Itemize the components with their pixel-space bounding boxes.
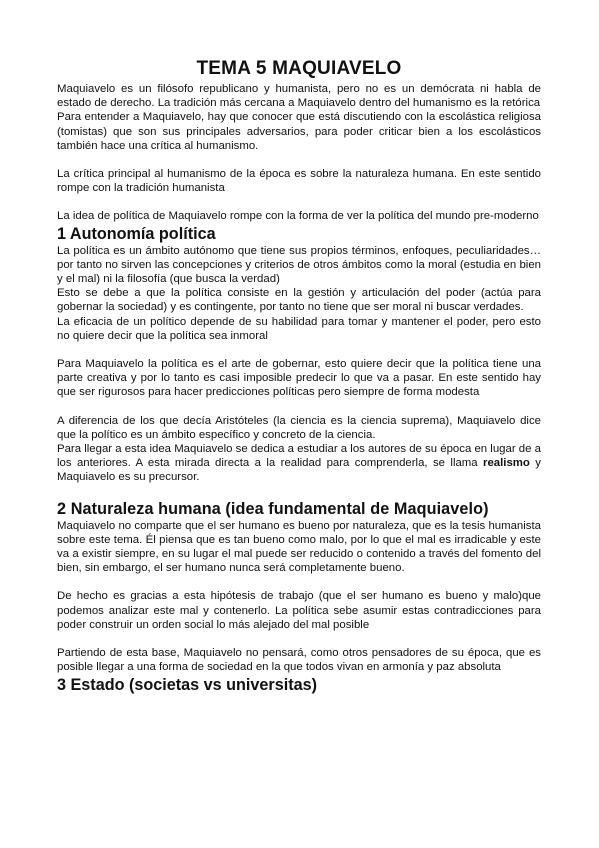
spacer: [57, 343, 541, 357]
section-3-heading: 3 Estado (societas vs universitas): [57, 675, 318, 694]
spacer: [57, 632, 541, 646]
section-2-paragraph-1: Maquiavelo no comparte que el ser humano es bueno por naturaleza, que es la tesis humanista sobre este tema. Él piensa que es tan bueno como malo, por lo que el mal es irradicable y este va a existir siempre, en su lugar el mal puede ser reducido o contenido a través del fomento del bien, sin embargo, el ser humano nunca será completamente bueno.: [57, 519, 541, 575]
intro-paragraph-4: La idea de política de Maquiavelo rompe con la forma de ver la política del mundo pre-moderno: [57, 210, 539, 223]
spacer: [57, 575, 541, 589]
realismo-term: realismo: [483, 457, 530, 470]
section-2-heading: 2 Naturaleza humana (idea fundamental de Maquiavelo): [57, 499, 489, 518]
section-1-paragraph-6-text-b: y Maquiavelo es su precursor.: [57, 457, 541, 484]
spacer: [57, 195, 541, 209]
spacer: [57, 400, 541, 414]
section-1-heading: 1 Autonomía política: [57, 224, 216, 243]
intro-paragraph-2: Para entender a Maquiavelo, hay que conocer que está discutiendo con la escolástica religiosa (tomistas) que son sus principales adversarios, para poder criticar bien a los escolásticos también hace una crítica al humanismo.: [57, 111, 541, 152]
section-1-paragraph-6-text-a: Para llegar a esta idea Maquiavelo se dedica a estudiar a los autores de su época en lugar de a los anteriores. A esta mirada directa a la realidad para comprenderla, se llama: [57, 443, 541, 470]
spacer: [57, 153, 541, 167]
intro-paragraph-1: Maquiavelo es un filósofo republicano y humanista, pero no es un demócrata ni habla de estado de derecho. La tradición más cercana a Maquiavelo dentro del humanismo es la retórica: [57, 83, 541, 110]
section-1-paragraph-4: Para Maquiavelo la política es el arte de gobernar, esto quiere decir que la política tiene una parte creativa y por lo tanto es casi imposible predecir lo que va a pasar. En este sentido hay que ser rigurosos para hacer predicciones políticas pero siempre de forma modesta: [57, 358, 541, 399]
intro-paragraph-3: La crítica principal al humanismo de la época es sobre la naturaleza humana. En este sentido rompe con la tradición humanista: [57, 168, 541, 195]
section-1-paragraph-6: [57, 442, 541, 485]
section-2-paragraph-2: De hecho es gracias a esta hipótesis de trabajo (que el ser humano es bueno y malo)que podemos analizar este mal y contenerlo. La política sebe asumir estas contradicciones para poder construir un orden social lo más alejado del mal posible: [57, 590, 541, 631]
document-page: [57, 58, 541, 695]
section-1-paragraph-5: A diferencia de los que decía Aristóteles (la ciencia es la ciencia suprema), Maquiavelo dice que la político es un ámbito específico y concreto de la ciencia.: [57, 414, 541, 441]
spacer: [57, 485, 541, 499]
section-1-paragraph-1: La política es un ámbito autónomo que tiene sus propios términos, enfoques, peculiaridades… por tanto no sirven las concepciones y criterios de otros ámbitos como la moral (estudia en bien y el mal) ni la filosofía (que busca la verdad): [57, 244, 541, 286]
section-1-paragraph-3: La eficacia de un político depende de su habilidad para tomar y mantener el poder, pero esto no quiere decir que la política sea inmoral: [57, 315, 541, 342]
section-1-paragraph-2: Esto se debe a que la política consiste en la gestión y articulación del poder (actúa para gobernar la sociedad) y es contingente, por tanto no tiene que ser moral ni buscar verdades.: [57, 287, 541, 314]
document-title: TEMA 5 MAQUIAVELO: [196, 58, 402, 79]
section-2-paragraph-3: Partiendo de esta base, Maquiavelo no pensará, como otros pensadores de su época, que es posible llegar a una forma de sociedad en la que todos vivan en armonía y paz absoluta: [57, 647, 541, 674]
